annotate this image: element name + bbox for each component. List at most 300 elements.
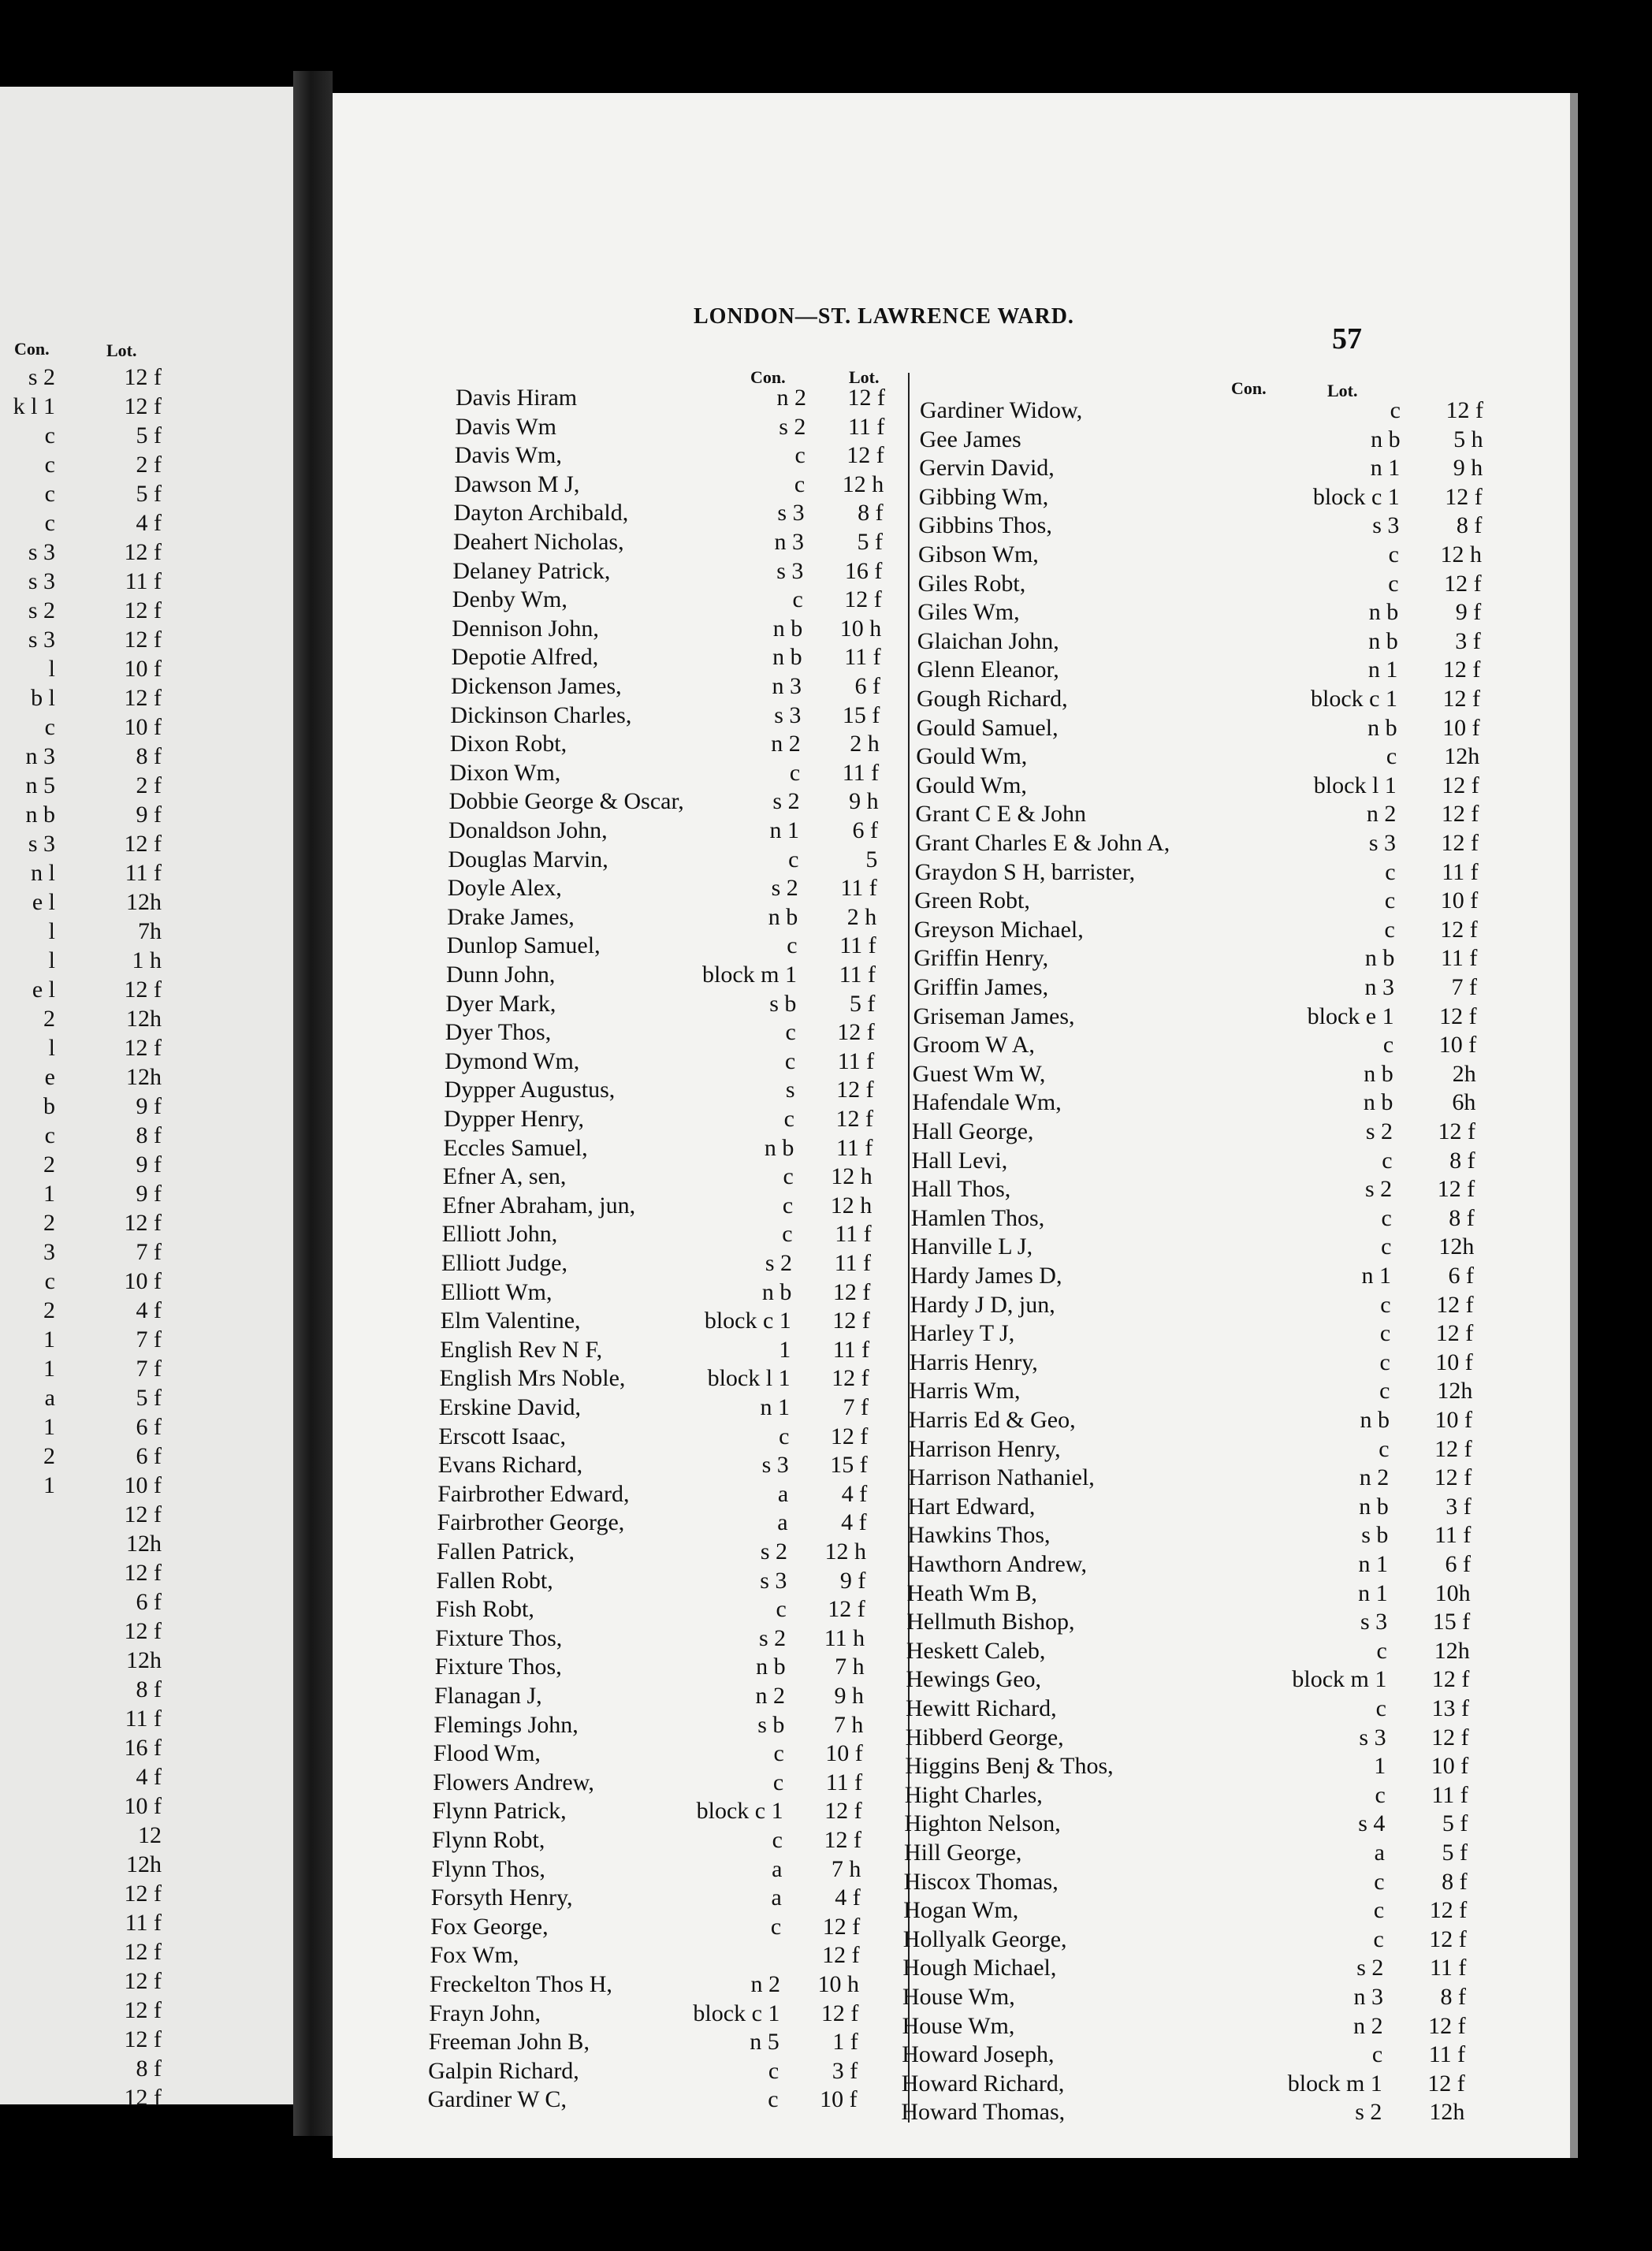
left-lot-value: 6 f [136, 1414, 162, 1440]
entry1-con: a [772, 1855, 783, 1882]
directory-entry [902, 1955, 1557, 1981]
left-lot-value: 10 f [124, 1472, 162, 1498]
entry1-lot: 12 f [824, 1827, 861, 1853]
left-lot-header: Lot. [106, 340, 137, 360]
running-head: LONDON—ST. LAWRENCE WARD. [694, 304, 1074, 329]
entry1-con: block c 1 [693, 2000, 780, 2026]
left-lot-value: 10 f [124, 656, 162, 682]
entry2-con: c [1380, 1291, 1391, 1318]
directory-entry [430, 1914, 872, 1940]
entry2-name: Giles Robt, [917, 570, 1026, 597]
entry1-con: c [784, 1047, 796, 1074]
left-lot-value: 11 f [125, 1910, 162, 1936]
entry1-con: n b [772, 615, 803, 642]
left-page-row [0, 364, 293, 390]
directory-entry [905, 1782, 1559, 1808]
directory-entry [907, 1580, 1561, 1606]
entry2-name: Glenn Eleanor, [917, 657, 1059, 683]
left-lot-value: 8 f [136, 1122, 162, 1148]
directory-entry [454, 500, 895, 526]
entry2-lot: 5 h [1453, 426, 1483, 452]
directory-entry [442, 1192, 884, 1219]
entry2-lot: 10h [1434, 1579, 1471, 1606]
entry2-name: Heath Wm B, [906, 1579, 1037, 1606]
entry1-lot: 15 f [830, 1452, 868, 1479]
entry1-lot: 8 f [858, 500, 884, 526]
directory-entry [438, 1423, 880, 1449]
directory-entry [918, 571, 1572, 597]
directory-entry [445, 991, 887, 1017]
entry2-con: n b [1359, 1493, 1389, 1520]
entry1-con: s 3 [761, 1452, 789, 1479]
left-lot-value: 9 f [136, 802, 162, 828]
entry2-con: n b [1364, 945, 1395, 972]
left-page-row [0, 802, 293, 828]
entry1-lot: 12 f [828, 1596, 865, 1623]
entry2-name: Hawthorn Andrew, [907, 1551, 1088, 1577]
left-lot-value: 12 f [124, 2085, 162, 2111]
entry1-con: c [794, 442, 806, 469]
left-lot-value: 11 f [125, 568, 162, 594]
entry1-con: s 3 [760, 1567, 787, 1594]
directory-entry [913, 945, 1568, 971]
directory-entry [444, 1106, 885, 1132]
entry1-con: a [771, 1885, 782, 1911]
left-lot-value: 5 f [136, 481, 162, 507]
directory-entry [902, 1984, 1557, 2010]
entry2-name: Harris Henry, [909, 1349, 1038, 1375]
left-page-row [0, 860, 293, 886]
left-con-value: b [43, 1093, 55, 1119]
entry1-name: Dennison John, [452, 615, 599, 642]
entry1-lot: 2 h [846, 903, 877, 930]
left-con-value: n 5 [25, 772, 55, 798]
left-con-value: 1 [43, 1472, 55, 1498]
left-con-value: e l [32, 977, 55, 1003]
entry1-name: Drake James, [447, 903, 575, 930]
left-page-row [0, 452, 293, 478]
entry1-con: n 3 [772, 673, 802, 699]
entry2-name: Hanville L J, [910, 1233, 1033, 1260]
left-lot-value: 9 f [136, 1093, 162, 1119]
directory-entry [913, 1032, 1567, 1058]
left-con-value: c [44, 481, 55, 507]
left-lot-value: 16 f [124, 1735, 162, 1761]
entry1-con: c [783, 1163, 794, 1190]
entry1-con: s 3 [774, 701, 802, 728]
entry2-con: c [1381, 1233, 1392, 1260]
left-page-row [0, 1997, 293, 2023]
entry2-name: Hardy J D, jun, [910, 1291, 1055, 1318]
entry2-name: Hardy James D, [910, 1263, 1062, 1289]
entry2-con: n b [1367, 714, 1397, 741]
entry1-name: Dickinson Charles, [450, 701, 632, 728]
left-lot-value: 11 f [125, 1706, 162, 1732]
entry1-con: s 2 [759, 1624, 787, 1651]
left-con-value: s 2 [28, 364, 55, 390]
left-page-row [0, 1152, 293, 1178]
entry2-lot: 10 f [1434, 1407, 1472, 1433]
entry1-name: Eccles Samuel, [443, 1134, 588, 1161]
entry2-name: Hough Michael, [902, 1955, 1057, 1981]
entry1-name: Efner Abraham, jun, [442, 1192, 636, 1219]
entry2-con: n 3 [1364, 974, 1394, 1000]
directory-entry [912, 1148, 1566, 1174]
directory-entry [906, 1609, 1561, 1635]
entry1-name: Dypper Augustus, [444, 1077, 616, 1103]
entry2-con: c [1382, 1147, 1393, 1174]
directory-entry [430, 1971, 871, 1997]
entry1-lot: 11 f [832, 1336, 870, 1363]
directory-entry [440, 1337, 881, 1363]
entry2-lot: 6 f [1448, 1263, 1474, 1289]
entry1-lot: 6 f [852, 817, 878, 843]
left-page-row [0, 1822, 293, 1848]
entry2-lot: 7 f [1451, 974, 1477, 1000]
entry1-name: Dickenson James, [451, 673, 622, 699]
entry1-con: s 3 [777, 500, 805, 526]
entry2-con: c [1379, 1320, 1391, 1347]
left-lot-value: 7h [138, 918, 162, 944]
entry2-lot: 8 f [1440, 1984, 1466, 2010]
entry2-con: c [1388, 541, 1399, 567]
left-lot-value: 10 f [124, 714, 162, 740]
entry1-name: Douglas Marvin, [448, 846, 608, 872]
entry2-con: n b [1368, 599, 1399, 626]
entry1-lot: 12 h [824, 1538, 866, 1565]
entry2-lot: 6 f [1445, 1551, 1471, 1577]
directory-entry [906, 1666, 1560, 1692]
directory-entry [905, 1753, 1559, 1779]
entry1-name: Dawson M J, [454, 471, 580, 497]
left-lot-value: 4 f [136, 1764, 162, 1790]
left-con-value: c [44, 422, 55, 448]
entry1-lot: 12 f [824, 1798, 862, 1825]
entry2-lot: 2h [1452, 1060, 1476, 1087]
entry1-lot: 11 f [848, 413, 885, 440]
entry1-name: Flanagan J, [434, 1683, 542, 1709]
entry2-con: s 2 [1355, 2099, 1382, 2126]
entry1-con: n b [768, 903, 798, 930]
directory-entry [449, 788, 891, 814]
directory-entry [431, 1885, 873, 1911]
entry2-lot: 13 f [1431, 1695, 1469, 1721]
directory-entry [912, 1089, 1566, 1115]
left-con-value: c [44, 1268, 55, 1294]
directory-entry [450, 702, 891, 728]
directory-entry [430, 1942, 872, 1968]
entry2-con: c [1385, 858, 1396, 885]
entry2-lot: 12 f [1438, 1118, 1475, 1144]
directory-entry [455, 442, 896, 468]
entry1-lot: 11 f [842, 759, 880, 786]
left-lot-value: 12 f [124, 1997, 162, 2023]
entry1-con: c [770, 1913, 782, 1940]
left-lot-value: 9 f [136, 1181, 162, 1207]
entry2-name: Gould Wm, [916, 743, 1028, 770]
left-con-value: b l [31, 685, 55, 711]
entry2-lot: 12 f [1435, 1320, 1474, 1347]
left-page-row [0, 714, 293, 740]
entry2-name: Graydon S H, barrister, [914, 858, 1136, 885]
entry1-lot: 7 f [843, 1394, 869, 1420]
entry2-lot: 3 f [1446, 1493, 1472, 1520]
left-page-row [0, 597, 293, 623]
directory-entry [446, 962, 887, 988]
entry1-name: Davis Wm, [454, 442, 562, 469]
entry2-name: Howard Joseph, [902, 2041, 1055, 2068]
left-con-value: e [44, 1064, 55, 1090]
left-page-row [0, 977, 293, 1003]
entry1-name: Elliott Wm, [441, 1278, 553, 1305]
entry1-lot: 4 f [835, 1885, 861, 1911]
directory-entry [440, 1365, 881, 1391]
entry1-name: English Mrs Noble, [439, 1365, 626, 1392]
entry1-lot: 12 f [822, 1913, 861, 1940]
entry1-name: Dyer Mark, [445, 990, 556, 1017]
entry2-con: c [1379, 1378, 1390, 1405]
entry1-con: c [772, 1769, 784, 1795]
directory-entry [914, 917, 1568, 943]
left-lot-value: 10 f [124, 1268, 162, 1294]
left-page-row [0, 1968, 293, 1994]
directory-entry [910, 1263, 1565, 1289]
entry1-name: Davis Wm [455, 413, 556, 440]
entry1-name: Dayton Archibald, [453, 500, 629, 526]
entry1-name: Freeman John B, [428, 2029, 590, 2056]
entry1-con: n b [772, 644, 802, 671]
entry2-name: Hiscox Thomas, [903, 1868, 1059, 1895]
entry1-lot: 12 f [822, 1942, 860, 1969]
entry1-name: Dixon Robt, [449, 731, 567, 757]
entry1-name: Donaldson John, [448, 817, 608, 843]
directory-entry [916, 743, 1570, 769]
left-lot-value: 10 f [124, 1793, 162, 1819]
entry1-name: Elliott Judge, [441, 1250, 567, 1276]
entry1-con: n b [764, 1134, 794, 1161]
directory-entry [917, 686, 1571, 712]
entry2-name: Gardiner Widow, [920, 397, 1083, 423]
directory-entry [435, 1654, 876, 1680]
directory-entry [448, 846, 889, 872]
entry1-lot: 11 h [824, 1624, 865, 1651]
entry1-name: Fox George, [430, 1913, 549, 1940]
left-lot-value: 12 f [124, 1035, 162, 1061]
left-page-row [0, 947, 293, 973]
entry1-name: Fallen Robt, [436, 1567, 553, 1594]
directory-entry [909, 1436, 1563, 1462]
directory-entry [447, 904, 888, 930]
left-page-row [0, 568, 293, 594]
left-lot-value: 12 f [124, 1618, 162, 1644]
entry2-name: Griseman James, [913, 1003, 1075, 1029]
directory-entry [913, 974, 1568, 1000]
entry2-lot: 12 h [1440, 541, 1482, 567]
entry1-name: Fixture Thos, [435, 1624, 563, 1651]
left-lot-value: 6 f [136, 1443, 162, 1469]
entry2-name: Harrison Nathaniel, [908, 1464, 1095, 1491]
entry1-name: Fixture Thos, [434, 1654, 562, 1680]
entry2-lot: 12 f [1439, 1003, 1477, 1029]
directory-entry [912, 1118, 1566, 1144]
left-page-row [0, 627, 293, 653]
left-lot-value: 12h [126, 1064, 162, 1090]
left-page [0, 87, 293, 2111]
directory-entry [909, 1407, 1563, 1433]
entry1-lot: 12 h [842, 471, 884, 497]
entry2-con: c [1379, 1349, 1390, 1375]
left-con-value: s 3 [28, 627, 55, 653]
entry2-con: n b [1368, 627, 1398, 654]
left-lot-value: 12h [126, 889, 162, 915]
left-lot-value: 1 h [132, 947, 162, 973]
left-page-row [0, 1706, 293, 1732]
entry2-con: s 2 [1356, 1955, 1384, 1981]
entry1-lot: 12 f [844, 586, 882, 613]
entry1-con: n 1 [769, 817, 799, 843]
left-con-value: l [48, 918, 55, 944]
directory-entry [428, 2086, 869, 2112]
directory-entry [452, 558, 894, 584]
entry2-con: block m 1 [1292, 1666, 1387, 1693]
entry1-name: Evans Richard, [437, 1452, 583, 1479]
left-con-value: s 3 [28, 539, 55, 565]
directory-entry [441, 1250, 883, 1276]
left-con-value: n 3 [25, 743, 55, 769]
entry2-con: c [1384, 916, 1395, 943]
entry1-con: s [785, 1077, 795, 1103]
right-page [333, 93, 1570, 2158]
entry2-name: Hogan Wm, [903, 1897, 1019, 1924]
entry2-lot: 12 f [1434, 1435, 1472, 1462]
directory-entry [433, 1798, 874, 1824]
entry2-lot: 9 h [1453, 455, 1483, 482]
directory-entry [918, 512, 1572, 538]
left-page-row [0, 1268, 293, 1294]
directory-entry [915, 801, 1569, 827]
entry2-con: s 3 [1368, 830, 1396, 856]
directory-entry [910, 1233, 1565, 1259]
entry1-con: n 2 [776, 385, 806, 411]
entry2-name: Harris Ed & Geo, [909, 1407, 1076, 1433]
directory-entry [915, 830, 1569, 856]
directory-entry [907, 1522, 1561, 1548]
entry1-con: c [794, 471, 806, 497]
left-con-header: Con. [14, 339, 50, 359]
entry2-lot: 10 f [1440, 887, 1479, 914]
left-lot-value: 12 f [124, 831, 162, 857]
entry2-con: s 2 [1365, 1118, 1393, 1144]
entry1-lot: 12 f [832, 1365, 869, 1392]
left-page-row [0, 1414, 293, 1440]
left-lot-value: 12h [126, 1647, 162, 1673]
entry1-name: Dobbie George & Oscar, [448, 788, 684, 815]
left-con-value: n b [25, 802, 55, 828]
directory-entry [437, 1509, 879, 1535]
entry2-lot: 8 f [1449, 1204, 1475, 1231]
entry2-con: c [1371, 2041, 1383, 2068]
left-lot-value: 12 f [124, 1881, 162, 1907]
directory-entry [429, 2029, 870, 2055]
directory-entry [451, 673, 892, 699]
entry2-lot: 12 f [1436, 1291, 1474, 1318]
entry1-con: s 2 [772, 788, 800, 815]
left-lot-value: 12 f [124, 1939, 162, 1965]
entry2-name: Hall Levi, [911, 1147, 1008, 1174]
entry2-lot: 12 f [1437, 1176, 1475, 1203]
directory-entry [438, 1452, 880, 1478]
entry2-name: Hall Thos, [911, 1176, 1011, 1203]
left-con-value: 3 [43, 1239, 55, 1265]
entry1-con: n 3 [774, 529, 804, 555]
entry1-con: s 2 [765, 1250, 792, 1276]
entry2-lot: 10 f [1431, 1753, 1469, 1780]
left-lot-value: 12 f [124, 1501, 162, 1527]
entry1-lot: 11 f [839, 962, 876, 988]
entry2-con: s 3 [1372, 512, 1400, 539]
entry1-lot: 12 f [837, 1019, 875, 1046]
left-lot-value: 12 f [124, 977, 162, 1003]
directory-entry [910, 1320, 1564, 1346]
entry1-con: c [776, 1596, 787, 1623]
entry1-name: Fox Wm, [430, 1942, 519, 1969]
directory-entry [917, 715, 1571, 741]
directory-entry [442, 1221, 884, 1247]
directory-entry [437, 1481, 879, 1507]
left-con-value: k l 1 [13, 393, 55, 419]
entry2-con: s 3 [1359, 1724, 1386, 1751]
directory-entry [441, 1279, 882, 1305]
left-con-value: 1 [43, 1356, 55, 1382]
entry2-con: block l 1 [1313, 772, 1397, 798]
entry2-lot: 11 f [1431, 1781, 1468, 1808]
directory-entry [433, 1769, 874, 1795]
directory-entry [903, 1926, 1557, 1952]
entry1-name: Frayn John, [429, 2000, 541, 2026]
left-con-value: 1 [43, 1414, 55, 1440]
entry2-lot: 12 f [1431, 1724, 1469, 1751]
entry1-name: Fish Robt, [435, 1596, 534, 1623]
left-page-row [0, 1326, 293, 1352]
left-con-value: a [44, 1385, 55, 1411]
entry2-con: s 3 [1360, 1609, 1388, 1635]
entry2-lot: 12 f [1442, 657, 1481, 683]
entry2-name: Gould Samuel, [916, 714, 1059, 741]
entry1-lot: 4 f [841, 1509, 867, 1536]
entry1-lot: 12 f [832, 1278, 871, 1305]
left-page-row [0, 2026, 293, 2052]
directory-entry [910, 1349, 1564, 1375]
entry1-lot: 2 h [850, 731, 880, 757]
entry1-lot: 7 h [831, 1855, 861, 1882]
directory-entry [448, 875, 889, 901]
directory-entry [449, 760, 891, 786]
entry1-con: block m 1 [702, 962, 797, 988]
left-page-row [0, 1035, 293, 1061]
directory-entry [448, 817, 890, 843]
left-con-value: s 3 [28, 831, 55, 857]
entry2-lot: 12 f [1429, 1925, 1467, 1952]
col1-con-header: Con. [750, 367, 786, 387]
directory-entry [908, 1494, 1562, 1520]
entry1-lot: 12 h [830, 1192, 873, 1219]
left-con-value: 2 [43, 1152, 55, 1178]
entry1-lot: 12 f [836, 1077, 874, 1103]
left-lot-value: 12 f [124, 364, 162, 390]
entry2-lot: 11 f [1441, 945, 1478, 972]
entry1-name: Gardiner W C, [427, 2086, 567, 2113]
entry2-lot: 10 f [1442, 714, 1480, 741]
